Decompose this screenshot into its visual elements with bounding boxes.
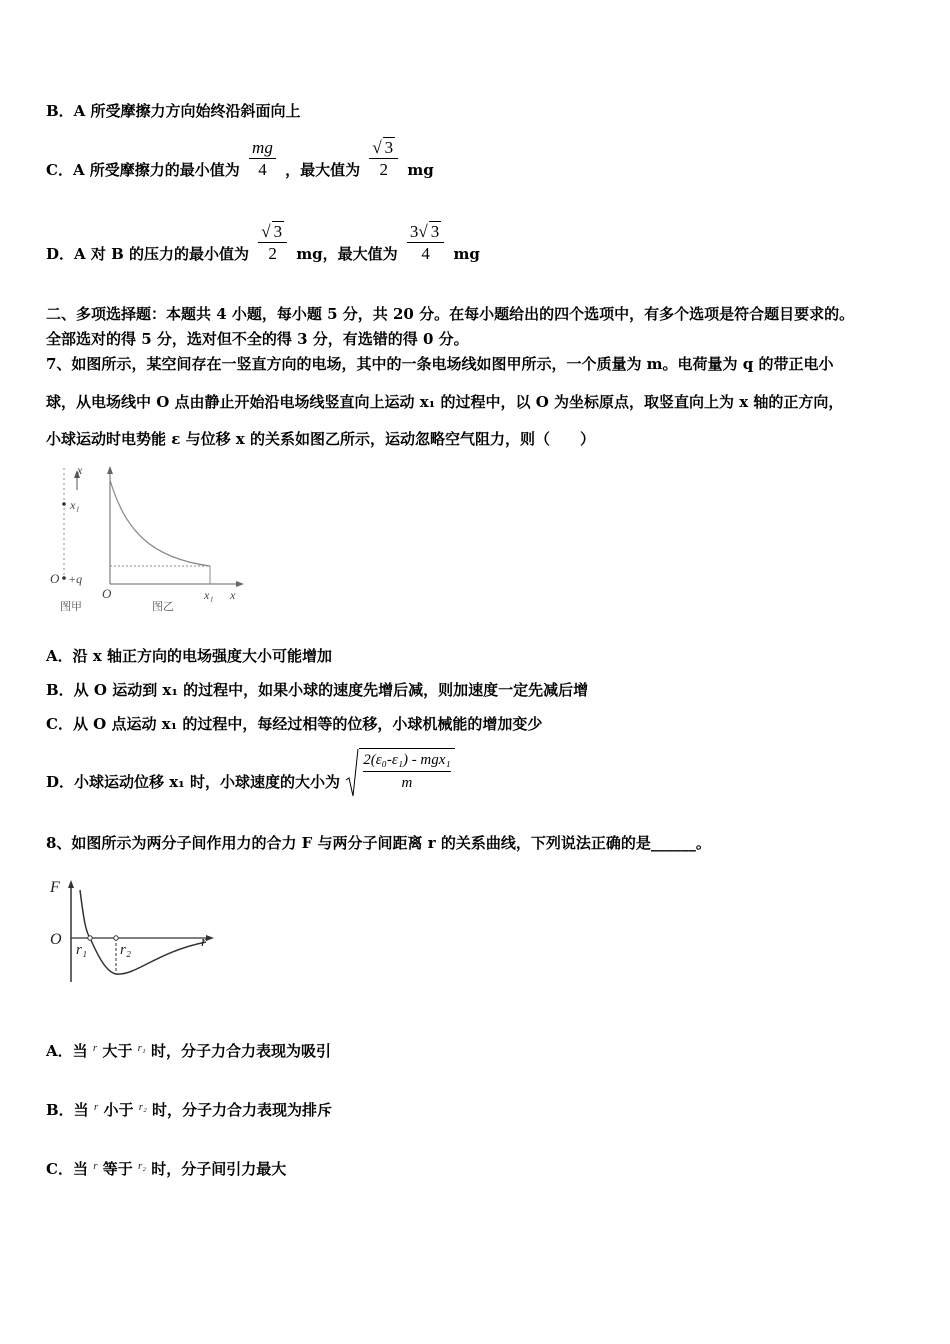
q7-option-a: A．沿 x 轴正方向的电场强度大小可能增加 [46,647,333,665]
option-text: A．当 [46,1042,88,1060]
right-caption: 图乙 [152,601,174,613]
fraction-numerator: 2(ε₀-ε₁) - mgx₁ [363,749,450,772]
q7-stem-line2: 球，从电场线中 O 点由静止开始沿电场线竖直向上运动 x₁ 的过程中，以 O 为坐标原点，取竖直向上为 x 轴的正方向， [46,393,844,411]
q8-stem: 8、如图所示为两分子间作用力的合力 F 与两分子间距离 r 的关系曲线，下列说法正确的是______。 [46,834,711,852]
var-r: r [93,1101,99,1113]
q7-option-b: B．从 O 运动到 x₁ 的过程中，如果小球的速度先增后减，则加速度一定先减后增 [46,681,589,699]
sqrt-icon: √ [261,222,271,241]
fraction-sqrt3-over-2 [369,137,398,181]
section-header-line1: 二、多项选择题：本题共 4 小题，每小题 5 分，共 20 分。在每小题给出的四个选项中，有多个选项是符合题目要求的。 [46,305,855,323]
q8-option-b [46,1097,332,1120]
q7-stem-line1: 7、如图所示，某空间存在一竖直方向的电场，其中的一条电场线如图甲所示，一个质量为 m。电荷量为 q 的带正电小 [46,355,834,373]
option-text: 时，分子间引力最大 [151,1160,287,1178]
r1-label: r₁ [76,942,88,958]
q8-option-a [46,1038,331,1061]
f-arrow-icon [68,880,74,888]
var-r2: r₂ [138,1101,147,1113]
option-d-prev [46,222,480,265]
q8-figure [46,872,221,987]
q7-stem-line3: 小球运动时电势能 ε 与位移 x 的关系如图乙所示，运动忽略空气阻力，则（ ） [46,430,595,448]
y-arrow-icon [107,466,113,474]
fraction-mg-over-4 [249,138,276,181]
fraction-sqrt3-over-2 [258,221,287,265]
option-b-prev [46,101,301,121]
option-c-prev-suffix: mg [407,161,434,179]
option-text: 大于 [102,1042,133,1060]
option-d-prev-suffix: mg [453,245,480,263]
left-o-label: O [50,571,60,586]
var-r2: r₂ [137,1160,147,1172]
right-x-label: x [230,588,236,602]
radical-sign-icon [345,748,359,798]
o-label: O [50,931,62,948]
option-b-prev-text: B．A 所受摩擦力方向始终沿斜面向上 [46,102,301,120]
left-x-label: x [77,463,83,477]
right-x1-label: x₁ [204,588,214,602]
radicand [359,748,454,794]
charge-point [62,576,66,580]
option-text: B．当 [46,1101,89,1119]
figure-jia [50,463,83,613]
option-text: 时，分子力合力表现为吸引 [150,1042,331,1060]
f-label: F [50,879,60,896]
q7-option-c: C．从 O 点运动 x₁ 的过程中，每经过相等的位移，小球机械能的增加变少 [46,715,543,733]
fraction-denominator: 4 [258,159,267,179]
var-r: r [92,1042,98,1054]
coefficient: 3 [409,222,419,241]
x1-point [62,502,66,506]
r1-point [88,936,92,940]
fraction-denominator: 4 [421,244,430,263]
sqrt-icon: √ [418,222,428,241]
q7-option-d-prefix: D．小球运动位移 x₁ 时，小球速度的大小为 [46,773,340,791]
r-label: r [201,934,207,950]
figure-yi [102,466,244,613]
radicand: 3 [273,222,283,241]
q7-figure [40,460,255,620]
radicand: 3 [430,222,440,241]
left-x1-label: x₁ [70,498,80,512]
fraction-3sqrt3-over-4 [407,221,444,265]
sqrt-expression [345,748,454,794]
q8-option-c [46,1156,286,1179]
q7-option-d [46,752,455,794]
option-text: 等于 [102,1160,133,1178]
fraction-numerator [407,221,444,243]
force-curve [80,890,206,974]
left-caption: 图甲 [60,601,82,613]
energy-curve [110,480,210,566]
var-r1: r₁ [137,1042,146,1054]
fraction-numerator: mg [249,138,276,159]
option-d-prev-prefix: D．A 对 B 的压力的最小值为 [46,245,249,263]
x-arrow-icon [236,581,244,587]
var-r: r [93,1160,98,1172]
section-header-line2: 全部选对的得 5 分，选对但不全的得 3 分，有选错的得 0 分。 [46,330,469,348]
r2-label: r₂ [120,942,132,958]
radicand: 3 [384,138,394,157]
fraction-denominator: 2 [379,160,388,179]
r-arrow-icon [206,935,214,941]
option-c-prev-mid: ，最大值为 [285,161,361,179]
r2-point [114,936,118,940]
right-o-label: O [102,586,112,601]
option-c-prev [46,137,434,181]
fraction-numerator [369,137,398,159]
option-text: 小于 [103,1101,134,1119]
left-q-label: +q [68,572,83,586]
option-c-prev-prefix: C．A 所受摩擦力的最小值为 [46,161,240,179]
fraction-denominator: m [401,775,413,791]
fraction-denominator: 2 [268,244,277,263]
option-d-prev-mid: mg，最大值为 [296,245,398,263]
option-text: 时，分子力合力表现为排斥 [152,1101,333,1119]
sqrt-icon: √ [372,138,382,157]
option-text: C．当 [46,1160,88,1178]
fraction-numerator [258,221,287,243]
